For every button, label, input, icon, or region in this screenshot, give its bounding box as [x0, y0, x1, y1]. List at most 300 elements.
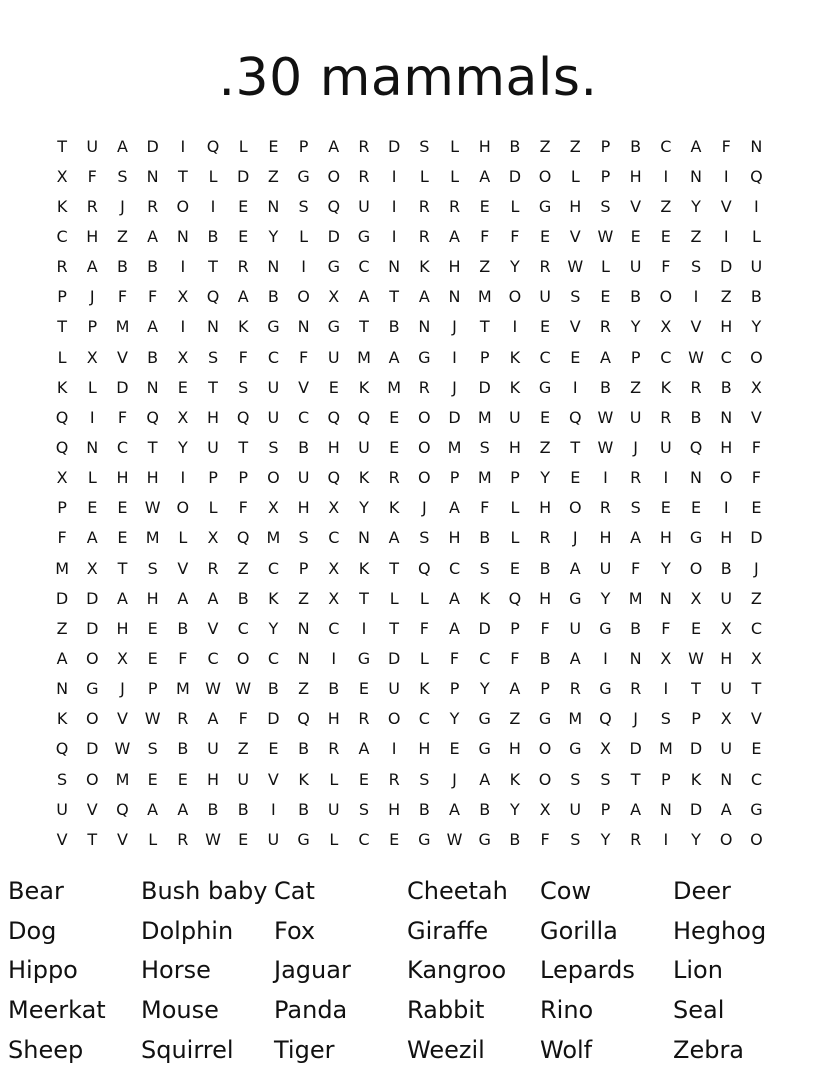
grid-letter: L — [148, 829, 158, 849]
grid-letter: D — [55, 588, 69, 608]
grid-letter: Z — [298, 679, 310, 699]
grid-letter: A — [388, 528, 400, 548]
grid-letter: F — [87, 166, 97, 186]
grid-letter: U — [569, 799, 582, 819]
grid-letter: E — [479, 196, 490, 216]
grid-letter: P — [510, 468, 520, 488]
grid-letter: T — [208, 257, 218, 277]
grid-letter: U — [267, 377, 280, 397]
grid-letter: O — [719, 468, 733, 488]
grid-letter: L — [510, 528, 520, 548]
grid-letter: D — [508, 166, 522, 186]
grid-letter: Q — [508, 588, 522, 608]
grid-letter: E — [358, 679, 370, 699]
grid-letter: I — [391, 226, 397, 246]
grid-letter: L — [751, 226, 761, 246]
grid-letter: G — [599, 679, 612, 699]
grid-letter: P — [479, 347, 490, 367]
grid-letter: L — [450, 136, 459, 156]
grid-letter: M — [357, 347, 371, 367]
grid-letter: T — [751, 679, 762, 699]
grid-letter: U — [720, 679, 733, 699]
grid-letter: X — [116, 648, 128, 668]
grid-letter: G — [357, 648, 371, 668]
grid-letter: G — [689, 528, 703, 548]
grid-letter: Q — [55, 407, 69, 427]
word-list-item: Hippo — [8, 956, 78, 985]
grid-letter: I — [723, 166, 729, 186]
grid-letter: I — [391, 739, 397, 759]
grid-letter: N — [720, 407, 733, 427]
grid-letter: N — [146, 166, 159, 186]
word-list-item: Rabbit — [407, 996, 485, 1025]
grid-letter: X — [56, 468, 68, 488]
word-list-item: Fox — [274, 916, 316, 945]
grid-letter: A — [479, 166, 491, 186]
grid-letter: M — [447, 437, 462, 457]
grid-letter: U — [720, 739, 733, 759]
grid-letter: Y — [177, 437, 188, 457]
grid-letter: P — [208, 468, 218, 488]
grid-letter: H — [146, 468, 159, 488]
grid-letter: J — [452, 317, 457, 337]
grid-letter: N — [267, 196, 280, 216]
grid-letter: S — [117, 166, 128, 186]
grid-row — [47, 493, 777, 523]
grid-letter: Q — [116, 799, 129, 819]
grid-letter: Z — [660, 196, 672, 216]
grid-letter: O — [538, 166, 552, 186]
grid-letter: K — [358, 468, 370, 488]
grid-letter: E — [147, 618, 158, 638]
grid-letter: Z — [630, 377, 642, 397]
grid-row — [47, 131, 777, 161]
grid-letter: G — [569, 588, 582, 608]
grid-letter: S — [147, 558, 158, 578]
grid-letter: S — [358, 799, 370, 819]
grid-letter: A — [720, 799, 732, 819]
grid-letter: L — [601, 257, 610, 277]
grid-letter: B — [116, 257, 128, 277]
grid-row — [47, 613, 777, 643]
grid-letter: U — [629, 257, 642, 277]
grid-letter: V — [267, 769, 279, 789]
grid-letter: S — [419, 769, 430, 789]
grid-letter: A — [479, 769, 491, 789]
grid-letter: S — [419, 528, 430, 548]
grid-letter: O — [176, 498, 190, 518]
grid-letter: F — [751, 468, 761, 488]
grid-letter: D — [478, 618, 491, 638]
grid-letter: E — [540, 226, 551, 246]
grid-letter: R — [56, 257, 68, 277]
grid-letter: X — [660, 317, 672, 337]
grid-letter: G — [297, 829, 310, 849]
grid-letter: B — [207, 226, 219, 246]
grid-letter: E — [147, 648, 158, 668]
grid-letter: C — [267, 558, 279, 578]
grid-letter: H — [207, 769, 220, 789]
grid-letter: L — [238, 136, 248, 156]
grid-letter: N — [297, 618, 310, 638]
grid-letter: B — [147, 257, 159, 277]
grid-letter: Y — [510, 799, 520, 819]
grid-letter: H — [388, 799, 401, 819]
grid-letter: W — [567, 257, 584, 277]
grid-letter: G — [297, 166, 310, 186]
grid-letter: R — [177, 829, 189, 849]
grid-letter: K — [358, 377, 370, 397]
grid-letter: Q — [236, 407, 250, 427]
grid-letter: P — [540, 679, 550, 699]
grid-letter: T — [630, 769, 641, 789]
grid-letter: A — [358, 287, 370, 307]
grid-letter: P — [661, 769, 671, 789]
grid-letter: K — [268, 588, 279, 608]
grid-letter: P — [147, 679, 158, 699]
grid-letter: N — [690, 468, 703, 488]
grid-letter: U — [358, 437, 370, 457]
grid-letter: Q — [750, 166, 763, 186]
grid-letter: R — [388, 468, 400, 488]
grid-letter: B — [267, 679, 279, 699]
grid-letter: U — [207, 739, 219, 759]
page-title: .30 mammals. — [218, 48, 598, 108]
grid-letter: P — [238, 468, 249, 488]
grid-letter: F — [419, 618, 429, 638]
grid-letter: Y — [660, 558, 671, 578]
grid-letter: S — [238, 377, 249, 397]
grid-letter: H — [327, 709, 340, 729]
grid-letter: F — [117, 407, 128, 427]
grid-letter: H — [599, 528, 612, 548]
grid-letter: A — [177, 588, 189, 608]
grid-letter: X — [599, 739, 611, 759]
word-list-item: Sheep — [8, 1035, 84, 1064]
grid-letter: F — [298, 347, 309, 367]
grid-letter: V — [750, 709, 762, 729]
grid-letter: J — [633, 437, 639, 457]
grid-letter: F — [480, 498, 490, 518]
grid-letter: X — [86, 558, 98, 578]
grid-letter: C — [358, 257, 370, 277]
grid-letter: R — [358, 166, 370, 186]
grid-letter: Z — [56, 618, 68, 638]
grid-letter: D — [86, 739, 99, 759]
grid-letter: H — [448, 257, 461, 277]
grid-letter: P — [87, 317, 98, 337]
grid-letter: X — [207, 528, 219, 548]
grid-letter: P — [449, 468, 460, 488]
grid-letter: T — [117, 558, 128, 578]
word-list — [8, 872, 808, 1070]
grid-letter: L — [87, 468, 97, 488]
grid-letter: L — [87, 377, 97, 397]
grid-letter: C — [358, 829, 370, 849]
grid-letter: P — [600, 166, 611, 186]
grid-letter: Z — [237, 558, 249, 578]
grid-letter: L — [329, 769, 339, 789]
grid-letter: B — [750, 287, 762, 307]
grid-letter: V — [116, 709, 128, 729]
grid-letter: U — [629, 407, 642, 427]
grid-letter: P — [57, 498, 67, 518]
grid-letter: O — [538, 739, 552, 759]
grid-letter: U — [327, 799, 340, 819]
grid-letter: I — [663, 679, 669, 699]
grid-row — [47, 704, 777, 734]
grid-letter: V — [569, 226, 581, 246]
grid-letter: R — [328, 739, 340, 759]
grid-letter: O — [689, 558, 703, 578]
grid-letter: H — [659, 528, 672, 548]
grid-letter: Y — [630, 317, 641, 337]
grid-letter: H — [508, 437, 521, 457]
grid-letter: A — [630, 799, 642, 819]
grid-letter: F — [751, 437, 761, 457]
grid-letter: E — [389, 437, 400, 457]
grid-letter: I — [210, 196, 216, 216]
grid-letter: N — [418, 317, 431, 337]
grid-letter: M — [175, 679, 190, 699]
grid-letter: W — [597, 226, 614, 246]
grid-letter: S — [600, 196, 611, 216]
grid-letter: A — [147, 799, 159, 819]
grid-letter: A — [328, 136, 340, 156]
grid-letter: K — [509, 347, 521, 367]
grid-letter: E — [509, 558, 520, 578]
grid-letter: I — [603, 468, 608, 488]
grid-letter: O — [297, 287, 310, 307]
grid-letter: A — [599, 347, 611, 367]
grid-letter: C — [720, 347, 732, 367]
word-list-item: Zebra — [673, 1035, 745, 1064]
grid-letter: S — [419, 136, 430, 156]
grid-letter: I — [663, 829, 669, 849]
grid-letter: A — [86, 257, 98, 277]
grid-letter: J — [120, 679, 125, 699]
grid-letter: T — [238, 437, 249, 457]
grid-letter: I — [603, 648, 608, 668]
grid-letter: N — [690, 166, 703, 186]
grid-letter: Q — [689, 437, 703, 457]
grid-letter: H — [569, 196, 582, 216]
word-list-item: Gorilla — [540, 916, 618, 945]
grid-letter: I — [754, 196, 759, 216]
grid-letter: U — [509, 407, 521, 427]
grid-letter: E — [540, 317, 551, 337]
word-search-grid — [47, 131, 777, 854]
grid-letter: R — [599, 498, 612, 518]
grid-letter: D — [86, 588, 99, 608]
grid-letter: N — [146, 377, 159, 397]
grid-letter: F — [661, 618, 671, 638]
grid-letter: Q — [327, 468, 341, 488]
grid-letter: W — [144, 709, 161, 729]
grid-letter: S — [57, 769, 68, 789]
grid-letter: X — [539, 799, 551, 819]
grid-letter: R — [388, 769, 400, 789]
grid-letter: H — [539, 498, 552, 518]
grid-letter: R — [539, 528, 551, 548]
grid-letter: G — [599, 618, 612, 638]
grid-letter: E — [690, 498, 702, 518]
grid-letter: A — [690, 136, 702, 156]
grid-row — [47, 432, 777, 462]
grid-letter: I — [361, 618, 367, 638]
grid-letter: B — [147, 347, 159, 367]
grid-letter: O — [85, 709, 99, 729]
grid-row — [47, 553, 777, 583]
grid-letter: L — [419, 648, 429, 668]
grid-letter: B — [267, 287, 279, 307]
grid-row — [47, 372, 777, 402]
grid-letter: R — [418, 377, 430, 397]
grid-row — [47, 161, 777, 191]
grid-letter: B — [479, 799, 491, 819]
grid-letter: A — [56, 648, 68, 668]
grid-letter: B — [298, 437, 310, 457]
grid-letter: Y — [600, 588, 611, 608]
grid-letter: L — [178, 528, 188, 548]
grid-letter: C — [267, 648, 279, 668]
grid-letter: L — [570, 166, 580, 186]
grid-letter: R — [358, 136, 370, 156]
grid-letter: N — [448, 287, 461, 307]
grid-letter: R — [690, 377, 702, 397]
grid-letter: M — [266, 528, 281, 548]
word-list-item: Jaguar — [274, 956, 351, 985]
grid-letter: S — [570, 829, 581, 849]
grid-letter: A — [509, 679, 521, 699]
grid-letter: F — [57, 528, 67, 548]
grid-letter: H — [448, 528, 461, 548]
grid-letter: C — [660, 136, 672, 156]
grid-letter: L — [510, 196, 520, 216]
grid-letter: M — [477, 407, 492, 427]
grid-letter: I — [271, 799, 276, 819]
grid-letter: M — [387, 377, 402, 397]
word-list-item: Dog — [8, 916, 57, 945]
grid-letter: M — [628, 588, 643, 608]
grid-letter: S — [600, 769, 611, 789]
grid-letter: T — [147, 437, 158, 457]
grid-letter: J — [572, 528, 578, 548]
grid-letter: Q — [357, 407, 371, 427]
grid-letter: E — [751, 739, 762, 759]
grid-letter: O — [267, 468, 280, 488]
grid-letter: R — [418, 196, 430, 216]
grid-letter: F — [540, 618, 550, 638]
grid-letter: U — [267, 407, 280, 427]
word-list-item: Panda — [274, 996, 348, 1025]
grid-letter: H — [86, 226, 99, 246]
grid-letter: K — [660, 377, 672, 397]
grid-letter: W — [688, 347, 704, 367]
word-list-item: Wolf — [540, 1035, 593, 1064]
grid-letter: G — [327, 317, 340, 337]
grid-letter: Y — [359, 498, 369, 518]
grid-row — [47, 463, 777, 493]
grid-letter: H — [508, 739, 521, 759]
grid-letter: R — [207, 558, 219, 578]
grid-letter: A — [147, 317, 159, 337]
grid-letter: N — [297, 317, 310, 337]
grid-letter: S — [298, 528, 309, 548]
grid-letter: H — [720, 648, 733, 668]
grid-letter: C — [267, 347, 279, 367]
grid-letter: E — [238, 226, 249, 246]
grid-letter: W — [446, 829, 463, 849]
grid-letter: Q — [206, 287, 220, 307]
grid-letter: U — [539, 287, 551, 307]
grid-letter: P — [691, 709, 701, 729]
grid-letter: U — [720, 588, 733, 608]
grid-letter: S — [630, 498, 641, 518]
grid-letter: B — [298, 799, 310, 819]
grid-letter: F — [117, 287, 128, 307]
grid-letter: N — [267, 257, 280, 277]
grid-letter: C — [328, 528, 340, 548]
grid-letter: F — [449, 648, 460, 668]
grid-letter: V — [116, 347, 128, 367]
grid-letter: D — [86, 618, 99, 638]
grid-letter: C — [750, 618, 762, 638]
grid-letter: B — [328, 679, 340, 699]
grid-letter: K — [690, 769, 702, 789]
grid-letter: H — [116, 618, 129, 638]
grid-letter: H — [720, 317, 733, 337]
grid-row — [47, 523, 777, 553]
grid-letter: R — [237, 257, 249, 277]
grid-letter: U — [297, 468, 310, 488]
grid-letter: X — [56, 166, 68, 186]
grid-letter: T — [389, 618, 400, 638]
grid-letter: R — [358, 709, 370, 729]
grid-letter: T — [570, 437, 581, 457]
grid-letter: P — [510, 618, 520, 638]
grid-row — [47, 643, 777, 673]
grid-letter: E — [268, 739, 279, 759]
grid-letter: K — [388, 498, 400, 518]
grid-letter: A — [418, 287, 430, 307]
grid-letter: R — [147, 196, 159, 216]
grid-letter: E — [600, 287, 611, 307]
grid-letter: B — [630, 136, 642, 156]
grid-letter: Y — [691, 196, 701, 216]
grid-letter: Z — [539, 136, 551, 156]
grid-letter: E — [268, 136, 279, 156]
grid-letter: Z — [720, 287, 732, 307]
word-list-item: Mouse — [141, 996, 219, 1025]
grid-letter: U — [659, 437, 672, 457]
grid-letter: A — [449, 498, 460, 518]
grid-letter: P — [298, 558, 309, 578]
grid-letter: E — [630, 226, 641, 246]
grid-letter: O — [659, 287, 673, 307]
grid-letter: E — [389, 407, 400, 427]
grid-letter: A — [177, 799, 189, 819]
grid-letter: L — [329, 829, 339, 849]
grid-letter: E — [177, 377, 188, 397]
grid-letter: E — [238, 196, 249, 216]
grid-letter: K — [298, 769, 309, 789]
grid-letter: O — [508, 287, 522, 307]
grid-row — [47, 583, 777, 613]
word-list-item: Kangroo — [407, 956, 507, 985]
grid-letter: V — [116, 829, 128, 849]
grid-letter: N — [207, 317, 220, 337]
